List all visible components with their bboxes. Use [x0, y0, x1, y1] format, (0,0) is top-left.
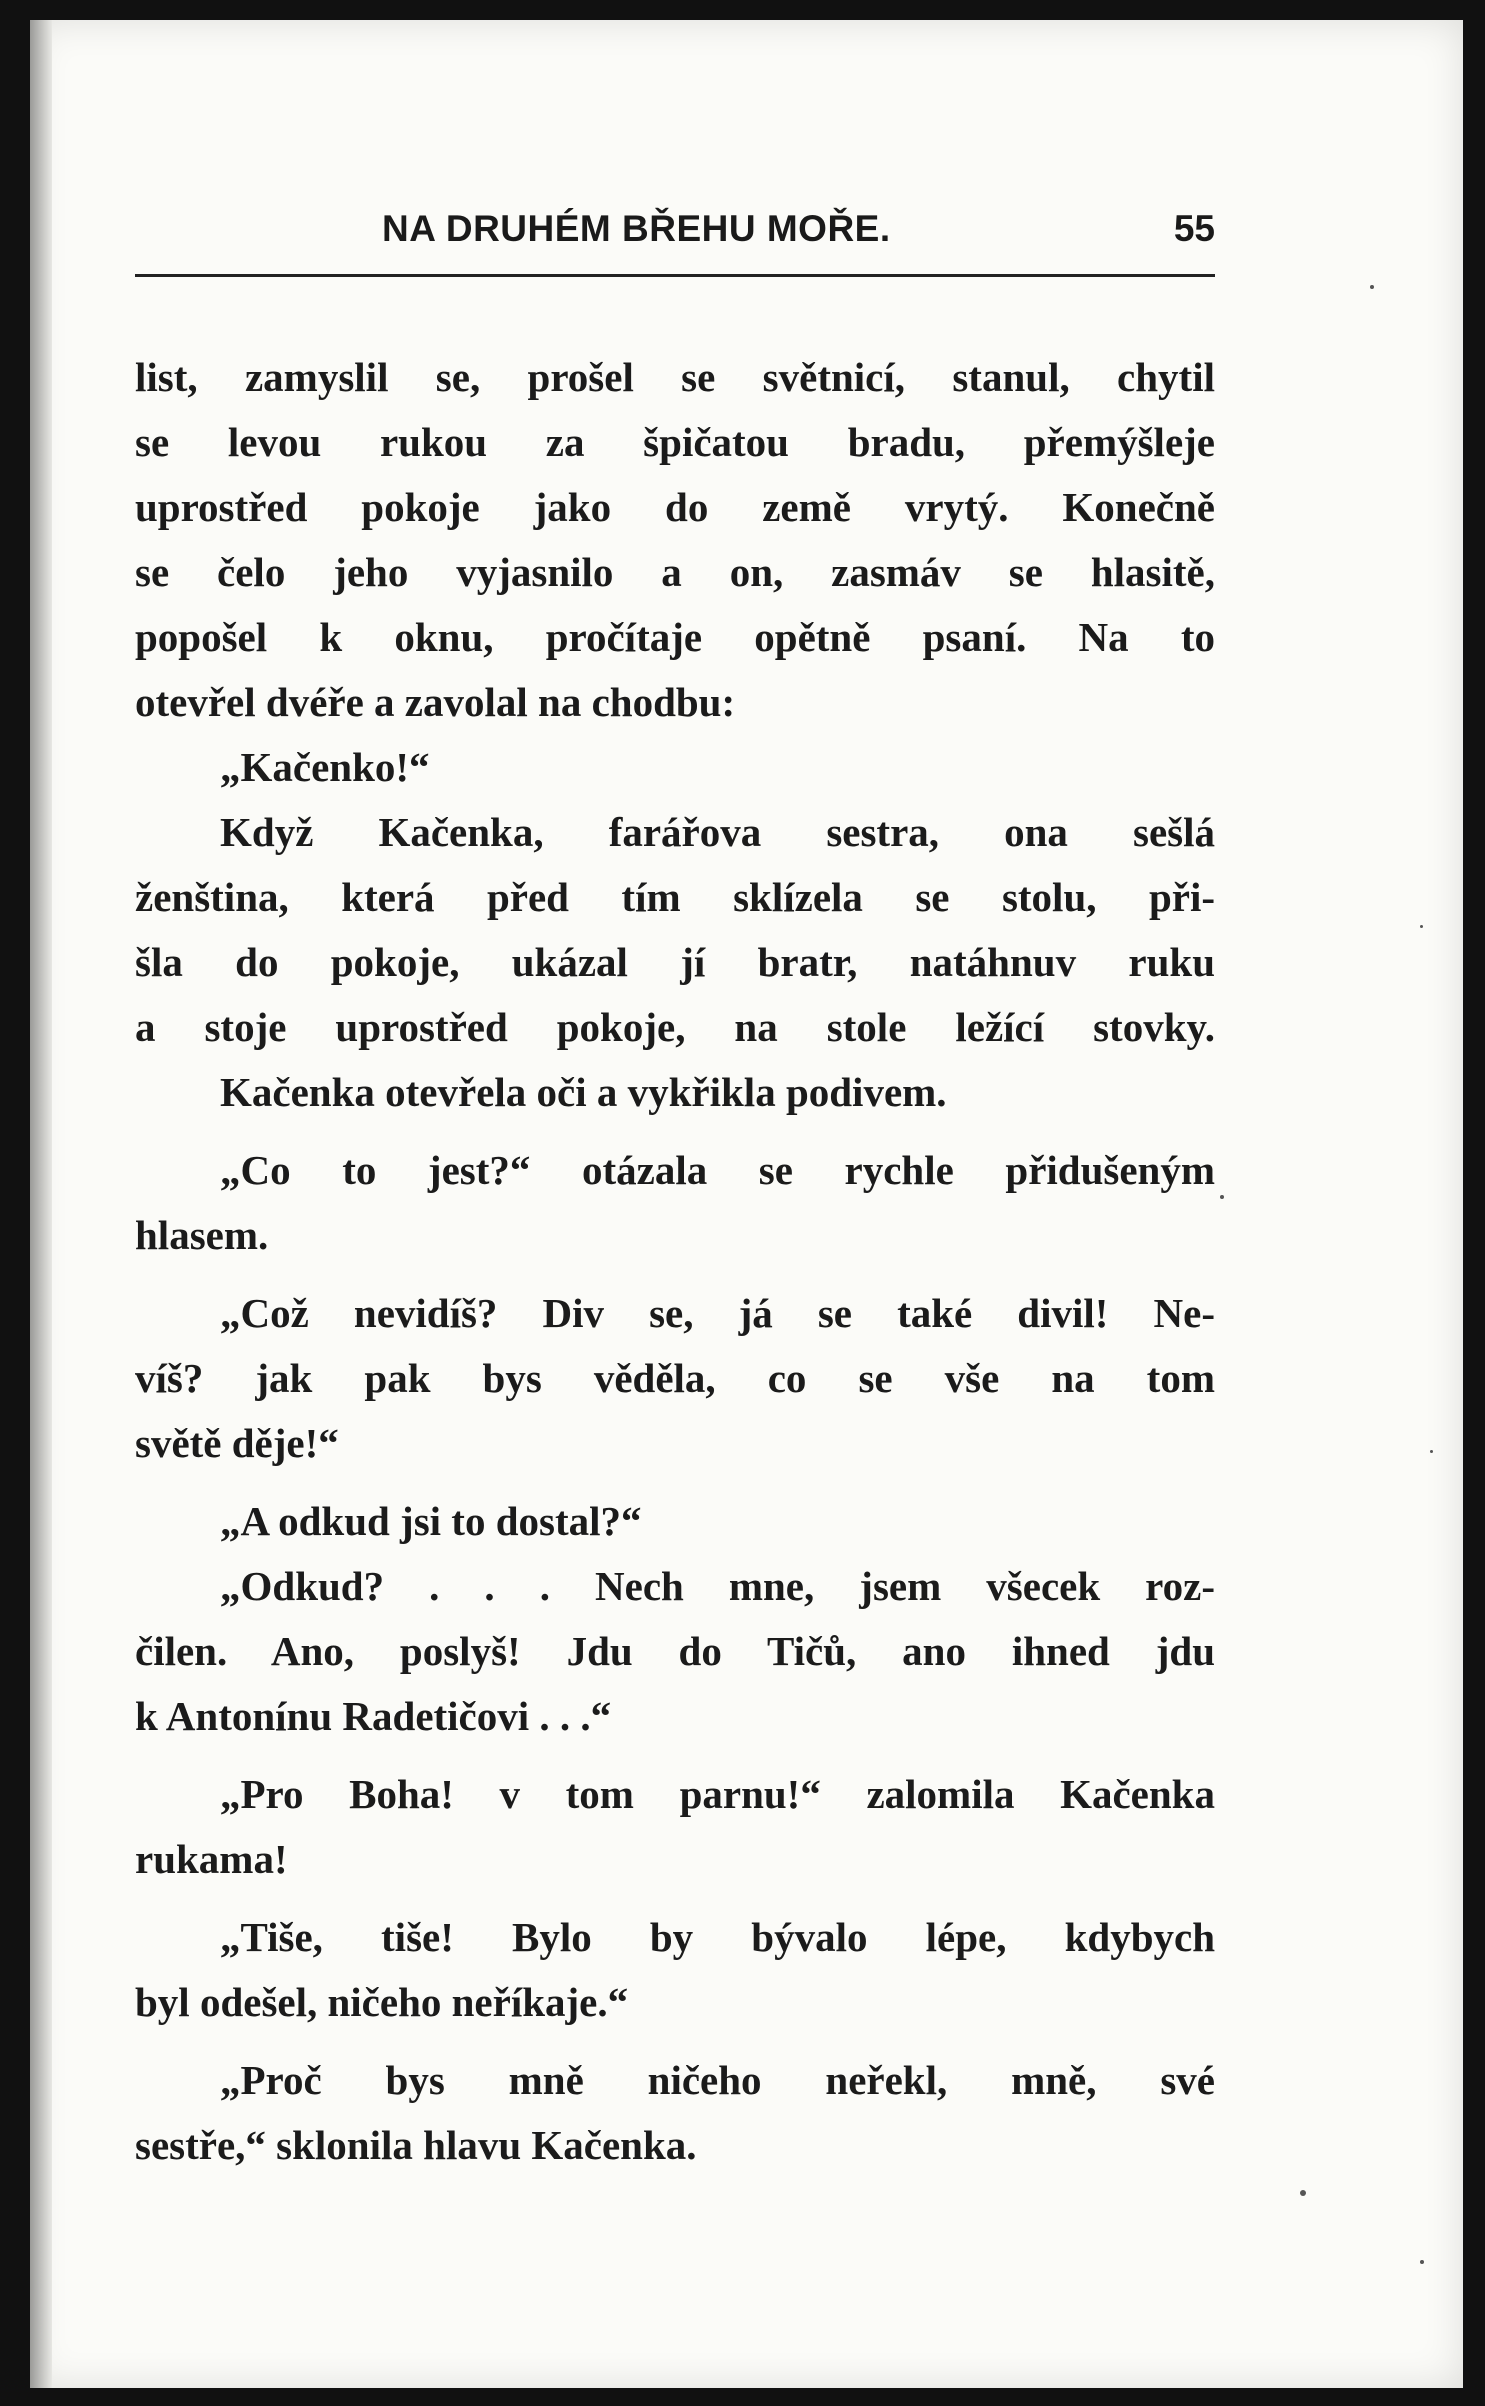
page-header [135, 196, 1215, 266]
text-line: „Co to jest?“ otázala se rychle přidušeným [220, 1147, 1215, 1193]
header-rule [135, 274, 1215, 277]
text-line: uprostřed pokoje jako do země vrytý. Konečně [135, 484, 1215, 530]
text-line: víš? jak pak bys věděla, co se vše na tom [135, 1355, 1215, 1401]
text-line: se levou rukou za špičatou bradu, přemýšleje [135, 419, 1215, 465]
dust-speck [1220, 1195, 1224, 1199]
body-text [135, 345, 1215, 2178]
dust-speck [1430, 1450, 1433, 1453]
text-line: „Proč bys mně ničeho neřekl, mně, své [220, 2057, 1215, 2103]
text-line: „Což nevidíš? Div se, já se také divil! Ne- [220, 1290, 1215, 1336]
text-line: otevřel dvéře a zavolal na chodbu: [135, 679, 736, 725]
text-line: ženština, která před tím sklízela se stolu, při- [135, 874, 1215, 920]
text-line: hlasem. [135, 1212, 269, 1258]
text-line: k Antonínu Radetičovi . . .“ [135, 1693, 612, 1739]
page-gutter-shadow [30, 20, 52, 2388]
dust-speck [1420, 925, 1423, 928]
text-line: a stoje uprostřed pokoje, na stole ležící stovky. [135, 1004, 1215, 1050]
text-line: sestře,“ sklonila hlavu Kačenka. [135, 2122, 697, 2168]
text-line: čilen. Ano, poslyš! Jdu do Tičů, ano ihned jdu [135, 1628, 1215, 1674]
text-line: světě děje!“ [135, 1420, 339, 1466]
text-line: „Odkud? . . . Nech mne, jsem všecek roz- [220, 1563, 1215, 1609]
dust-speck [1300, 2190, 1306, 2196]
text-line: „A odkud jsi to dostal?“ [220, 1498, 642, 1544]
page-number: 55 [1173, 208, 1215, 249]
text-line: byl odešel, ničeho neříkaje.“ [135, 1979, 629, 2025]
text-line: „Kačenko!“ [220, 744, 430, 790]
dust-speck [1420, 2260, 1424, 2264]
text-line: Když Kačenka, farářova sestra, ona sešlá [220, 809, 1215, 855]
text-line: rukama! [135, 1836, 288, 1882]
dust-speck [1370, 285, 1374, 289]
text-line: „Pro Boha! v tom parnu!“ zalomila Kačenka [220, 1771, 1215, 1817]
text-line: se čelo jeho vyjasnilo a on, zasmáv se hlasitě, [135, 549, 1215, 595]
text-line: list, zamyslil se, prošel se světnicí, stanul, chytil [135, 354, 1215, 400]
text-line: popošel k oknu, pročítaje opětně psaní. Na to [135, 614, 1215, 660]
text-line: Kačenka otevřela oči a vykřikla podivem. [220, 1069, 947, 1115]
text-line: šla do pokoje, ukázal jí bratr, natáhnuv ruku [135, 939, 1215, 985]
text-line: „Tiše, tiše! Bylo by bývalo lépe, kdybych [220, 1914, 1215, 1960]
running-title: NA DRUHÉM BŘEHU MOŘE. [382, 208, 891, 249]
